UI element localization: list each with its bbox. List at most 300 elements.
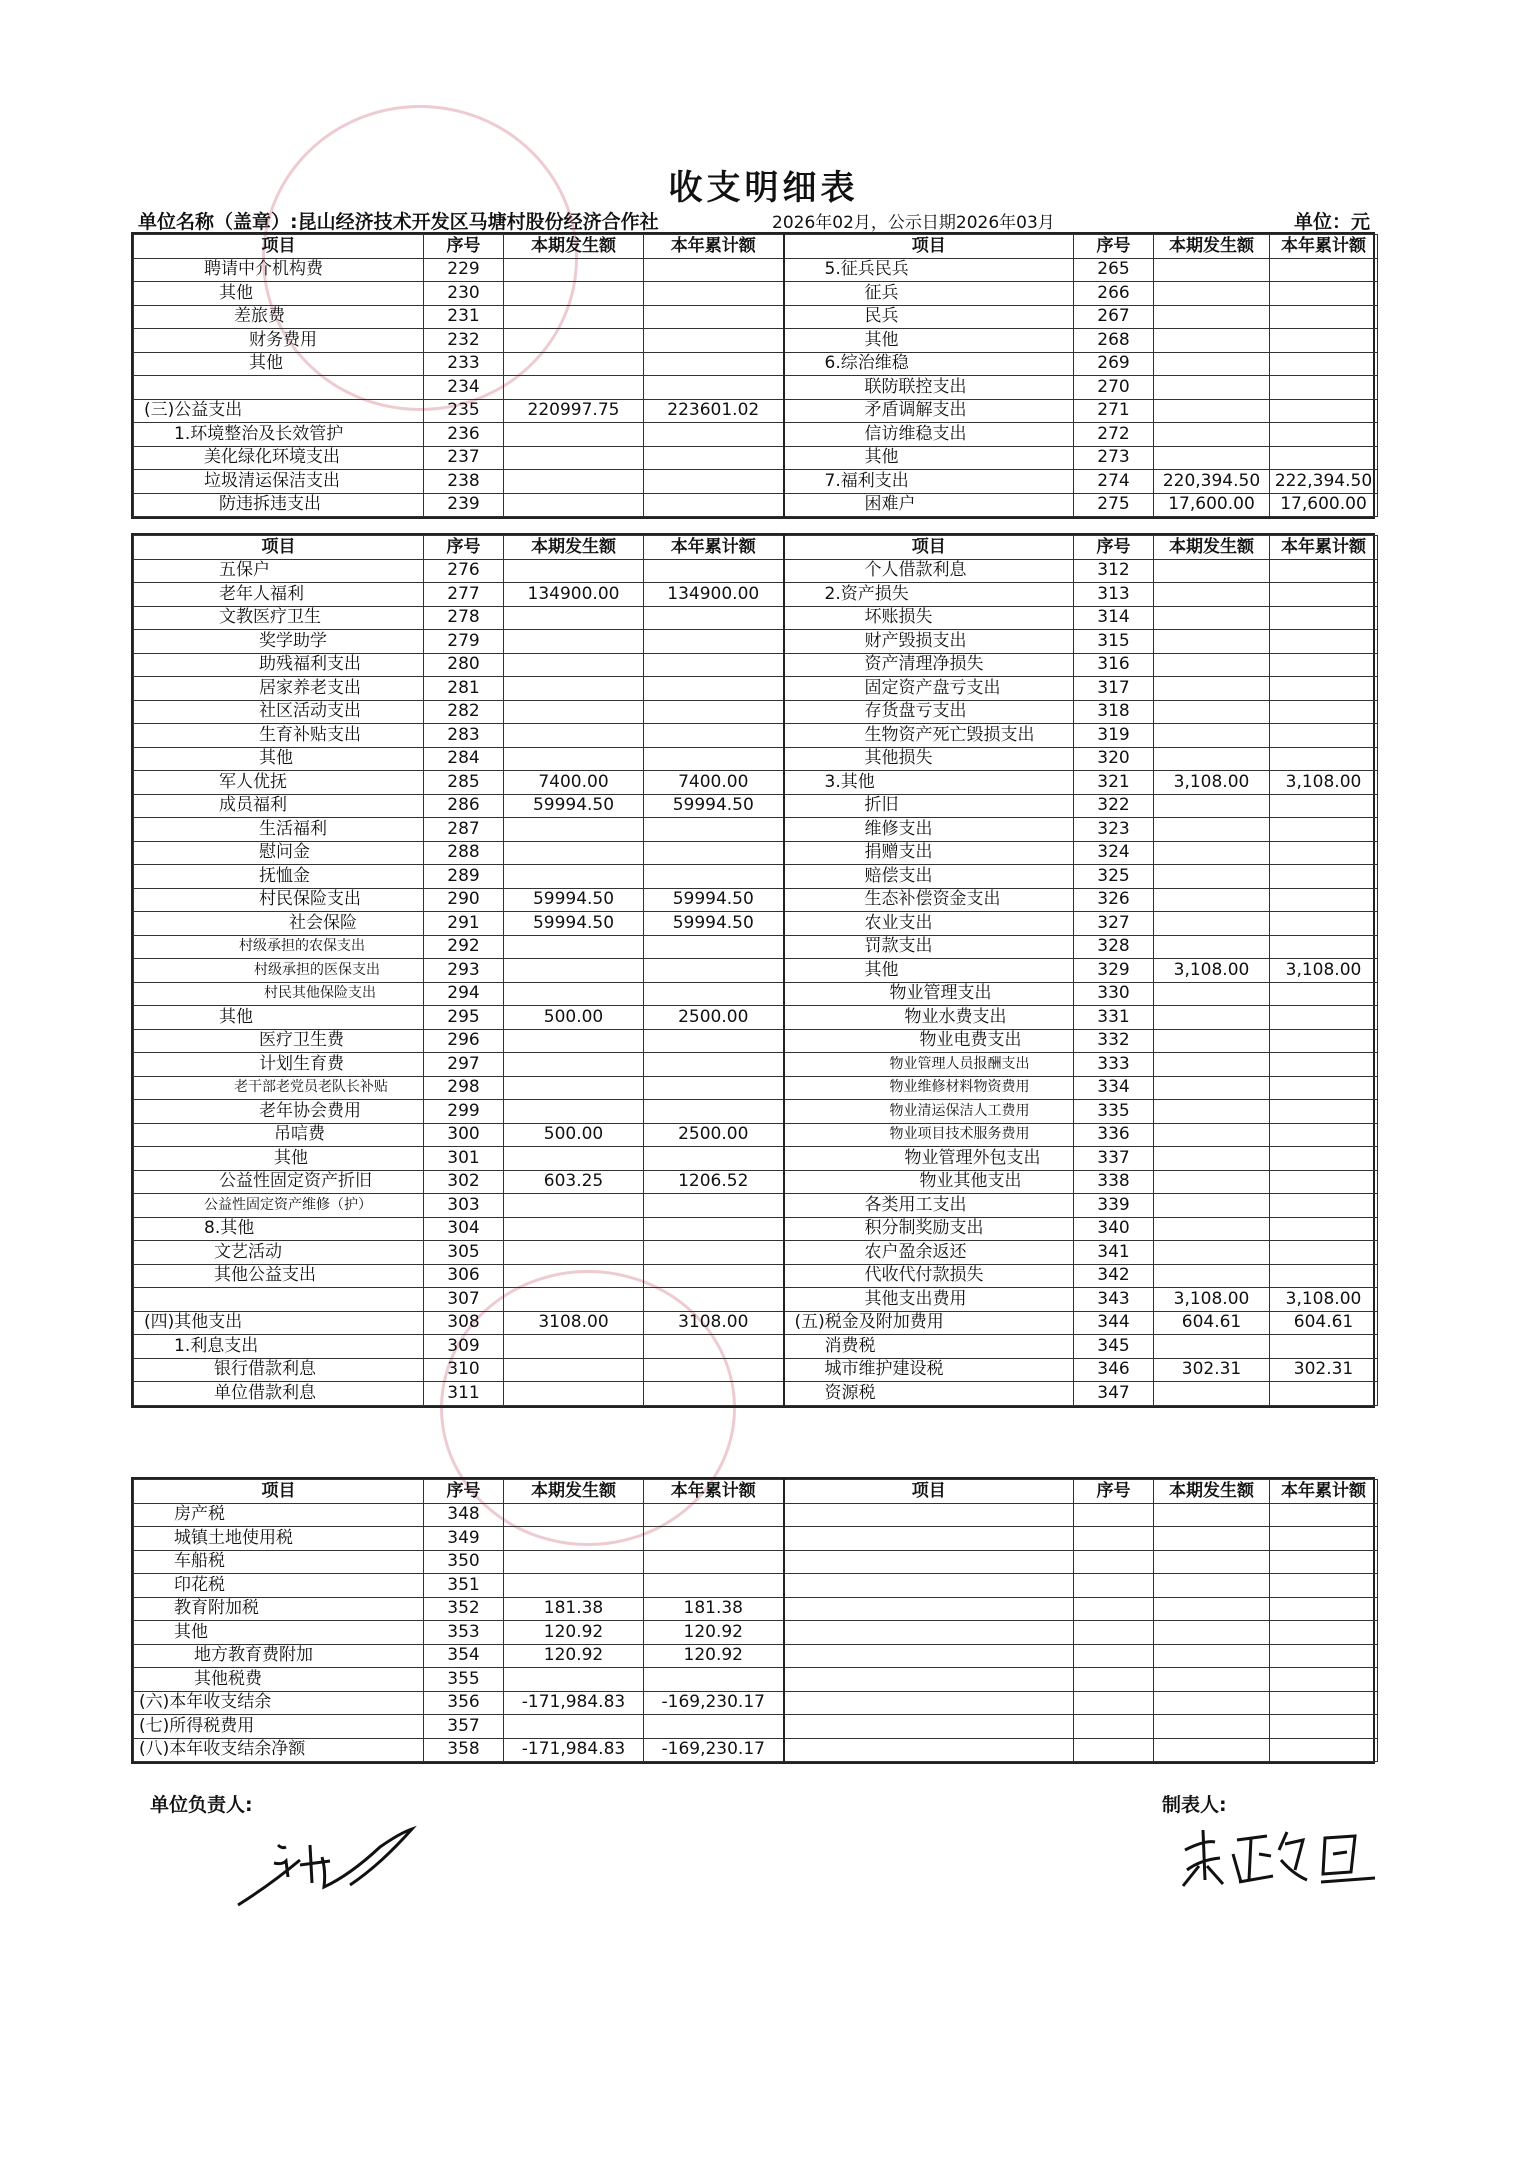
row-cumulative-amount	[644, 1503, 784, 1527]
row-seq: 290	[424, 888, 504, 912]
row-current-amount	[1154, 724, 1270, 748]
row-item-label: 生活福利	[134, 818, 424, 842]
row-item-label: 罚款支出	[784, 935, 1074, 959]
row-seq: 310	[424, 1358, 504, 1382]
row-item-label: 其他	[134, 1147, 424, 1171]
row-current-amount: -171,984.83	[504, 1738, 644, 1762]
row-seq: 319	[1074, 724, 1154, 748]
row-current-amount	[504, 841, 644, 865]
row-cumulative-amount	[644, 1029, 784, 1053]
row-current-amount	[1154, 1194, 1270, 1218]
row-cumulative-amount: 3,108.00	[1270, 1288, 1378, 1312]
row-current-amount: 59994.50	[504, 888, 644, 912]
col-header-cumulative: 本年累计额	[644, 1480, 784, 1504]
row-cumulative-amount	[644, 1574, 784, 1598]
row-item-label: 其他	[784, 959, 1074, 983]
row-cumulative-amount	[644, 1550, 784, 1574]
empty-cell	[1270, 1597, 1378, 1621]
row-cumulative-amount	[1270, 794, 1378, 818]
row-seq: 342	[1074, 1264, 1154, 1288]
table-row	[134, 841, 1378, 865]
table-row	[134, 818, 1378, 842]
table-row	[134, 1053, 1378, 1077]
row-current-amount	[504, 1264, 644, 1288]
col-header-item: 项目	[784, 1480, 1074, 1504]
row-cumulative-amount	[644, 841, 784, 865]
row-seq: 330	[1074, 982, 1154, 1006]
row-cumulative-amount	[1270, 1217, 1378, 1241]
row-current-amount	[1154, 423, 1270, 447]
row-item-label: 印花税	[134, 1574, 424, 1598]
row-cumulative-amount: 302.31	[1270, 1358, 1378, 1382]
row-current-amount	[504, 423, 644, 447]
table-row	[134, 1503, 1378, 1527]
row-seq: 356	[424, 1691, 504, 1715]
row-cumulative-amount	[1270, 982, 1378, 1006]
row-cumulative-amount	[644, 446, 784, 470]
table-row	[134, 1382, 1378, 1406]
table-row	[134, 1691, 1378, 1715]
row-seq: 302	[424, 1170, 504, 1194]
row-item-label: 文教医疗卫生	[134, 606, 424, 630]
empty-cell	[1074, 1527, 1154, 1551]
row-current-amount	[1154, 352, 1270, 376]
row-item-label: 奖学助学	[134, 630, 424, 654]
row-item-label: 2.资产损失	[784, 583, 1074, 607]
row-cumulative-amount: 59994.50	[644, 794, 784, 818]
row-cumulative-amount	[644, 1076, 784, 1100]
table-row	[134, 329, 1378, 353]
row-cumulative-amount	[644, 606, 784, 630]
row-current-amount	[1154, 841, 1270, 865]
row-item-label: 联防联控支出	[784, 376, 1074, 400]
row-current-amount: 181.38	[504, 1597, 644, 1621]
empty-cell	[1154, 1597, 1270, 1621]
empty-cell	[784, 1621, 1074, 1645]
row-seq: 289	[424, 865, 504, 889]
col-header-seq: 序号	[424, 235, 504, 259]
row-current-amount	[1154, 559, 1270, 583]
table-row	[134, 446, 1378, 470]
row-cumulative-amount	[644, 935, 784, 959]
row-current-amount	[504, 1076, 644, 1100]
empty-cell	[1154, 1621, 1270, 1645]
empty-cell	[1270, 1550, 1378, 1574]
row-seq: 314	[1074, 606, 1154, 630]
row-item-label: 赔偿支出	[784, 865, 1074, 889]
row-item-label: 助残福利支出	[134, 653, 424, 677]
row-current-amount	[1154, 583, 1270, 607]
row-current-amount	[1154, 818, 1270, 842]
row-item-label: 其他	[134, 282, 424, 306]
row-seq: 279	[424, 630, 504, 654]
table-row	[134, 1335, 1378, 1359]
table-row	[134, 1170, 1378, 1194]
row-cumulative-amount	[1270, 1264, 1378, 1288]
expense-table-3	[133, 1479, 1378, 1762]
empty-cell	[1074, 1574, 1154, 1598]
row-cumulative-amount	[644, 982, 784, 1006]
row-current-amount	[504, 606, 644, 630]
row-seq: 271	[1074, 399, 1154, 423]
row-current-amount	[504, 1527, 644, 1551]
row-seq: 313	[1074, 583, 1154, 607]
row-item-label: 吊唁费	[134, 1123, 424, 1147]
row-cumulative-amount	[1270, 376, 1378, 400]
col-header-item: 项目	[134, 536, 424, 560]
row-cumulative-amount	[644, 470, 784, 494]
row-item-label: 个人借款利息	[784, 559, 1074, 583]
row-current-amount	[504, 1288, 644, 1312]
row-seq: 265	[1074, 258, 1154, 282]
row-cumulative-amount: 120.92	[644, 1621, 784, 1645]
row-seq: 308	[424, 1311, 504, 1335]
row-item-label: 1.环境整治及长效管护	[134, 423, 424, 447]
row-cumulative-amount: 2500.00	[644, 1006, 784, 1030]
row-cumulative-amount	[1270, 677, 1378, 701]
unit-label: 单位：元	[1294, 211, 1371, 233]
row-seq: 237	[424, 446, 504, 470]
row-seq: 326	[1074, 888, 1154, 912]
row-cumulative-amount	[1270, 1053, 1378, 1077]
row-current-amount	[504, 376, 644, 400]
row-seq: 331	[1074, 1006, 1154, 1030]
table-row	[134, 423, 1378, 447]
row-seq: 335	[1074, 1100, 1154, 1124]
row-seq: 229	[424, 258, 504, 282]
row-seq: 345	[1074, 1335, 1154, 1359]
table-row	[134, 1264, 1378, 1288]
table-row	[134, 1311, 1378, 1335]
row-current-amount	[1154, 1264, 1270, 1288]
row-item-label: 物业管理外包支出	[784, 1147, 1074, 1171]
table-row	[134, 1217, 1378, 1241]
row-current-amount: 59994.50	[504, 794, 644, 818]
row-seq: 348	[424, 1503, 504, 1527]
row-cumulative-amount	[1270, 841, 1378, 865]
row-item-label: 矛盾调解支出	[784, 399, 1074, 423]
row-item-label: 公益性固定资产维修（护）	[134, 1194, 424, 1218]
row-item-label: 抚恤金	[134, 865, 424, 889]
row-cumulative-amount	[644, 1358, 784, 1382]
row-seq: 315	[1074, 630, 1154, 654]
row-cumulative-amount: 17,600.00	[1270, 493, 1378, 517]
row-current-amount: 3,108.00	[1154, 959, 1270, 983]
row-current-amount	[504, 282, 644, 306]
empty-cell	[1154, 1550, 1270, 1574]
row-seq: 352	[424, 1597, 504, 1621]
row-seq: 346	[1074, 1358, 1154, 1382]
row-cumulative-amount	[644, 1217, 784, 1241]
row-item-label: 物业电费支出	[784, 1029, 1074, 1053]
row-cumulative-amount	[644, 423, 784, 447]
row-cumulative-amount	[644, 1288, 784, 1312]
row-seq: 318	[1074, 700, 1154, 724]
row-item-label: 防违拆违支出	[134, 493, 424, 517]
col-header-item: 项目	[784, 536, 1074, 560]
row-item-label: 美化绿化环境支出	[134, 446, 424, 470]
row-item-label: 车船税	[134, 1550, 424, 1574]
empty-cell	[1270, 1738, 1378, 1762]
row-seq: 234	[424, 376, 504, 400]
header-row	[134, 1480, 1378, 1504]
col-header-current: 本期发生额	[504, 1480, 644, 1504]
row-current-amount	[1154, 1076, 1270, 1100]
row-seq: 296	[424, 1029, 504, 1053]
row-seq: 291	[424, 912, 504, 936]
row-current-amount: -171,984.83	[504, 1691, 644, 1715]
empty-cell	[1154, 1527, 1270, 1551]
row-cumulative-amount: 3108.00	[644, 1311, 784, 1335]
row-seq: 355	[424, 1668, 504, 1692]
row-current-amount	[504, 630, 644, 654]
row-current-amount	[1154, 1241, 1270, 1265]
row-item-label: 捐赠支出	[784, 841, 1074, 865]
row-cumulative-amount	[1270, 912, 1378, 936]
col-header-seq: 序号	[424, 536, 504, 560]
row-item-label: 村民其他保险支出	[134, 982, 424, 1006]
row-current-amount	[504, 865, 644, 889]
table-row	[134, 724, 1378, 748]
row-seq: 316	[1074, 653, 1154, 677]
row-current-amount	[1154, 606, 1270, 630]
col-header-seq: 序号	[1074, 536, 1154, 560]
row-seq: 311	[424, 1382, 504, 1406]
row-seq: 238	[424, 470, 504, 494]
row-item-label: 村级承担的农保支出	[134, 935, 424, 959]
row-seq: 281	[424, 677, 504, 701]
row-current-amount	[504, 1241, 644, 1265]
table-row	[134, 559, 1378, 583]
row-cumulative-amount	[644, 258, 784, 282]
row-cumulative-amount	[1270, 747, 1378, 771]
row-cumulative-amount	[644, 1264, 784, 1288]
table-row	[134, 888, 1378, 912]
row-seq: 322	[1074, 794, 1154, 818]
row-item-label: 村民保险支出	[134, 888, 424, 912]
table-row	[134, 1574, 1378, 1598]
row-seq: 276	[424, 559, 504, 583]
row-current-amount	[504, 352, 644, 376]
empty-cell	[1270, 1691, 1378, 1715]
row-current-amount	[504, 818, 644, 842]
row-seq: 324	[1074, 841, 1154, 865]
row-cumulative-amount	[644, 677, 784, 701]
row-cumulative-amount	[644, 630, 784, 654]
row-current-amount	[1154, 1123, 1270, 1147]
row-current-amount	[504, 747, 644, 771]
row-current-amount	[1154, 912, 1270, 936]
row-seq: 285	[424, 771, 504, 795]
row-cumulative-amount	[1270, 352, 1378, 376]
row-cumulative-amount	[1270, 446, 1378, 470]
row-cumulative-amount: 7400.00	[644, 771, 784, 795]
row-item-label: 社会保险	[134, 912, 424, 936]
row-cumulative-amount	[644, 376, 784, 400]
row-item-label: 公益性固定资产折旧	[134, 1170, 424, 1194]
row-cumulative-amount: -169,230.17	[644, 1738, 784, 1762]
empty-cell	[1154, 1574, 1270, 1598]
row-current-amount	[504, 1574, 644, 1598]
row-item-label: (七)所得税费用	[134, 1715, 424, 1739]
col-header-item: 项目	[784, 235, 1074, 259]
row-cumulative-amount	[644, 1053, 784, 1077]
row-seq: 353	[424, 1621, 504, 1645]
row-item-label: 生物资产死亡毁损支出	[784, 724, 1074, 748]
row-cumulative-amount	[1270, 630, 1378, 654]
table-row	[134, 258, 1378, 282]
row-current-amount	[504, 305, 644, 329]
table-row	[134, 1241, 1378, 1265]
row-seq: 307	[424, 1288, 504, 1312]
col-header-seq: 序号	[1074, 1480, 1154, 1504]
row-cumulative-amount	[1270, 399, 1378, 423]
row-item-label: (六)本年收支结余	[134, 1691, 424, 1715]
col-header-current: 本期发生额	[1154, 536, 1270, 560]
row-item-label: 存货盘亏支出	[784, 700, 1074, 724]
col-header-current: 本期发生额	[504, 536, 644, 560]
row-item-label: 其他	[134, 1621, 424, 1645]
row-cumulative-amount	[644, 282, 784, 306]
row-item-label: 银行借款利息	[134, 1358, 424, 1382]
table-block-1	[131, 232, 1375, 519]
table-row	[134, 1668, 1378, 1692]
row-item-label: 资产清理净损失	[784, 653, 1074, 677]
row-current-amount: 500.00	[504, 1006, 644, 1030]
table-row	[134, 606, 1378, 630]
row-current-amount: 603.25	[504, 1170, 644, 1194]
empty-cell	[1154, 1503, 1270, 1527]
row-cumulative-amount	[644, 1100, 784, 1124]
table-row	[134, 677, 1378, 701]
row-item-label: 财产毁损支出	[784, 630, 1074, 654]
row-item-label: 物业其他支出	[784, 1170, 1074, 1194]
row-cumulative-amount: 59994.50	[644, 888, 784, 912]
row-current-amount	[504, 1147, 644, 1171]
header-row	[134, 235, 1378, 259]
row-current-amount: 220997.75	[504, 399, 644, 423]
empty-cell	[1270, 1503, 1378, 1527]
empty-cell	[784, 1644, 1074, 1668]
row-cumulative-amount	[1270, 559, 1378, 583]
table-row	[134, 1123, 1378, 1147]
table-row	[134, 1621, 1378, 1645]
row-item-label: 居家养老支出	[134, 677, 424, 701]
row-item-label: 民兵	[784, 305, 1074, 329]
row-current-amount	[504, 935, 644, 959]
row-seq: 350	[424, 1550, 504, 1574]
row-seq: 293	[424, 959, 504, 983]
empty-cell	[1154, 1715, 1270, 1739]
row-item-label: 慰问金	[134, 841, 424, 865]
table-row	[134, 865, 1378, 889]
row-seq: 306	[424, 1264, 504, 1288]
row-seq: 277	[424, 583, 504, 607]
row-seq: 230	[424, 282, 504, 306]
row-item-label: 征兵	[784, 282, 1074, 306]
row-cumulative-amount	[1270, 423, 1378, 447]
row-current-amount	[504, 1053, 644, 1077]
table-row	[134, 630, 1378, 654]
row-cumulative-amount	[644, 818, 784, 842]
row-seq: 233	[424, 352, 504, 376]
row-current-amount	[504, 1029, 644, 1053]
table-row	[134, 653, 1378, 677]
row-item-label: 军人优抚	[134, 771, 424, 795]
row-current-amount	[504, 724, 644, 748]
table-block-2	[131, 533, 1375, 1408]
row-item-label: 其他	[134, 1006, 424, 1030]
col-header-seq: 序号	[1074, 235, 1154, 259]
row-current-amount: 604.61	[1154, 1311, 1270, 1335]
row-item-label: 文艺活动	[134, 1241, 424, 1265]
row-item-label: 6.综治维稳	[784, 352, 1074, 376]
leader-label: 单位负责人:	[150, 1794, 253, 1816]
row-item-label: 其他损失	[784, 747, 1074, 771]
row-cumulative-amount	[644, 700, 784, 724]
row-current-amount	[504, 329, 644, 353]
table-row	[134, 470, 1378, 494]
col-header-item: 项目	[134, 235, 424, 259]
row-current-amount: 220,394.50	[1154, 470, 1270, 494]
row-seq: 339	[1074, 1194, 1154, 1218]
row-current-amount	[1154, 1217, 1270, 1241]
row-seq: 329	[1074, 959, 1154, 983]
row-seq: 298	[424, 1076, 504, 1100]
empty-cell	[784, 1668, 1074, 1692]
row-item-label: 信访维稳支出	[784, 423, 1074, 447]
row-cumulative-amount: -169,230.17	[644, 1691, 784, 1715]
row-seq: 343	[1074, 1288, 1154, 1312]
row-seq: 341	[1074, 1241, 1154, 1265]
row-seq: 358	[424, 1738, 504, 1762]
empty-cell	[1270, 1644, 1378, 1668]
row-item-label: 城镇土地使用税	[134, 1527, 424, 1551]
row-current-amount	[504, 982, 644, 1006]
row-seq: 336	[1074, 1123, 1154, 1147]
row-cumulative-amount: 222,394.50	[1270, 470, 1378, 494]
row-item-label: (八)本年收支结余净额	[134, 1738, 424, 1762]
row-current-amount	[1154, 1006, 1270, 1030]
row-item-label: 物业维修材料物资费用	[784, 1076, 1074, 1100]
table-row	[134, 1738, 1378, 1762]
row-item-label: 折旧	[784, 794, 1074, 818]
row-item-label: 维修支出	[784, 818, 1074, 842]
table-row	[134, 583, 1378, 607]
row-item-label: 其他	[784, 329, 1074, 353]
row-seq: 301	[424, 1147, 504, 1171]
row-current-amount	[504, 446, 644, 470]
table-row	[134, 1029, 1378, 1053]
row-item-label: 社区活动支出	[134, 700, 424, 724]
row-current-amount	[504, 653, 644, 677]
row-cumulative-amount	[1270, 1123, 1378, 1147]
row-current-amount	[504, 1503, 644, 1527]
preparer-label: 制表人:	[1162, 1794, 1227, 1816]
row-cumulative-amount	[1270, 606, 1378, 630]
row-item-label: 物业项目技术服务费用	[784, 1123, 1074, 1147]
row-item-label: 城市维护建设税	[784, 1358, 1074, 1382]
table-row	[134, 700, 1378, 724]
row-seq: 357	[424, 1715, 504, 1739]
row-seq: 304	[424, 1217, 504, 1241]
row-current-amount	[1154, 305, 1270, 329]
row-cumulative-amount	[1270, 583, 1378, 607]
row-current-amount	[1154, 1382, 1270, 1406]
row-cumulative-amount	[1270, 305, 1378, 329]
row-seq: 268	[1074, 329, 1154, 353]
table-row	[134, 305, 1378, 329]
